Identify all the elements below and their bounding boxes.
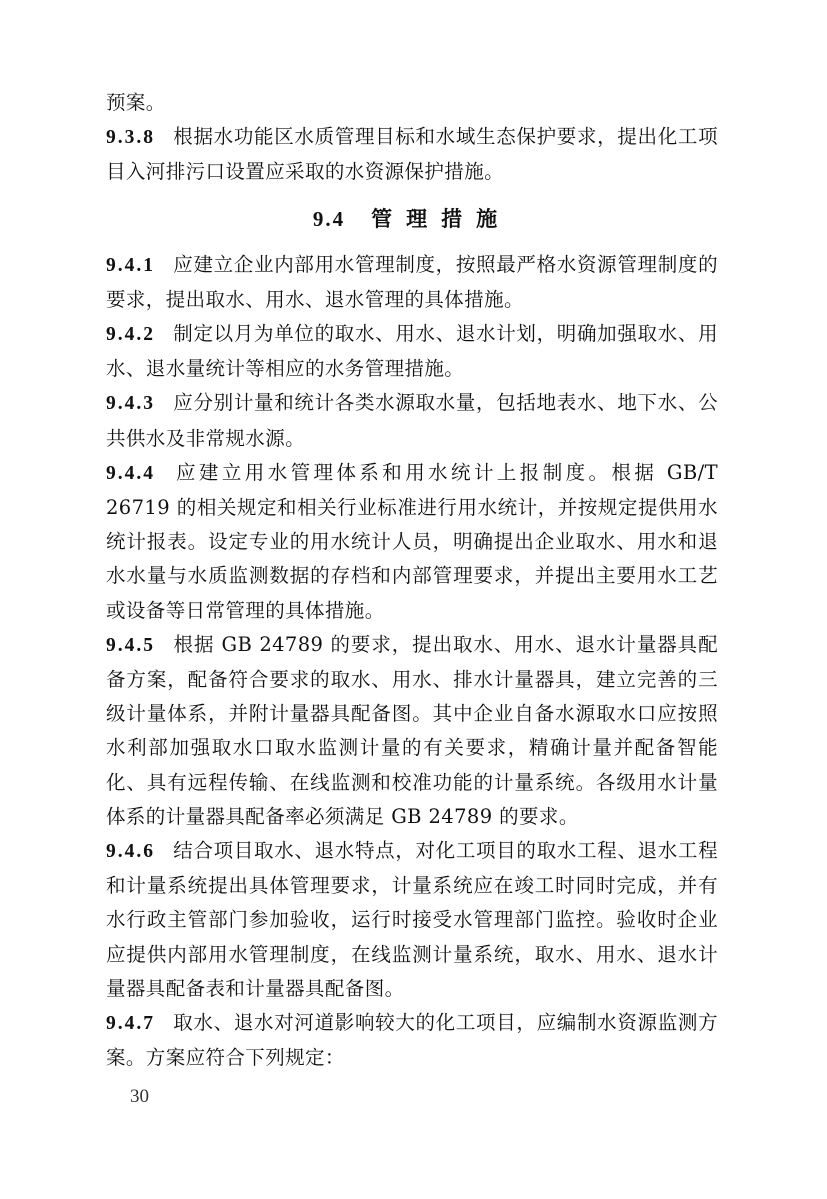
- clause-9-4-4: [106, 456, 718, 628]
- clause-9-4-2: [106, 317, 718, 386]
- clause-number: 9.4.3: [106, 393, 155, 415]
- clause-number: 9.4.2: [106, 324, 155, 346]
- clause-text: 应建立用水管理体系和用水统计上报制度。根据 GB/T 26719 的相关规定和相关行业标准进行用水统计，并按规定提供用水统计报表。设定专业的用水统计人员，明确提出企业取水、用水和退水水量与水质监测数据的存档和内部管理要求，并提出主要用水工艺或设备等日常管理的具体措施。: [106, 460, 718, 622]
- continuation-text: 预案。: [106, 91, 166, 114]
- clause-9-3-8: [106, 120, 718, 189]
- clause-9-4-6: [106, 834, 718, 1006]
- section-number: 9.4: [312, 206, 346, 231]
- clause-text: 取水、退水对河道影响较大的化工项目，应编制水资源监测方案。方案应符合下列规定：: [106, 1011, 718, 1070]
- clause-number: 9.4.7: [106, 1013, 155, 1035]
- clause-number: 9.4.5: [106, 634, 155, 656]
- clause-number: 9.4.1: [106, 254, 155, 276]
- clause-text: 制定以月为单位的取水、用水、退水计划，明确加强取水、用水、退水量统计等相应的水务管理措施。: [106, 322, 718, 381]
- section-heading: [106, 204, 718, 234]
- clause-text: 结合项目取水、退水特点，对化工项目的取水工程、退水工程和计量系统提出具体管理要求，计量系统应在竣工时同时完成，并有水行政主管部门参加验收，运行时接受水管理部门监控。验收时企业应提供内部用水管理制度，在线监测计量系统，取水、用水、退水计量器具配备表和计量器具配备图。: [106, 839, 718, 1000]
- clause-number: 9.4.6: [106, 841, 155, 863]
- clause-9-4-1: [106, 248, 718, 317]
- clause-9-4-7: [106, 1006, 718, 1075]
- clause-9-4-3: [106, 386, 718, 455]
- section-title: 管理措施: [371, 206, 512, 231]
- clause-text: 应建立企业内部用水管理制度，按照最严格水资源管理制度的要求，提出取水、用水、退水管理的具体措施。: [106, 252, 718, 311]
- clause-number: 9.4.4: [106, 462, 155, 484]
- clause-number: 9.3.8: [106, 127, 155, 149]
- clause-9-4-5: [106, 628, 718, 834]
- clause-text: 根据 GB 24789 的要求，提出取水、用水、退水计量器具配备方案，配备符合要求的取水、用水、排水计量器具，建立完善的三级计量体系，并附计量器具配备图。其中企业自备水源取水口应按照水利部加强取水口取水监测计量的有关要求，精确计量并配备智能化、具有远程传输、在线监测和校准功能的计量系统。各级用水计量体系的计量器具配备率必须满足 GB 24789 的要求。: [106, 632, 718, 828]
- clause-text: 应分别计量和统计各类水源取水量，包括地表水、地下水、公共供水及非常规水源。: [106, 391, 718, 450]
- page-number: 30: [130, 1086, 149, 1107]
- clause-text: 根据水功能区水质管理目标和水域生态保护要求，提出化工项目入河排污口设置应采取的水资源保护措施。: [106, 125, 718, 184]
- document-page: [106, 86, 718, 1075]
